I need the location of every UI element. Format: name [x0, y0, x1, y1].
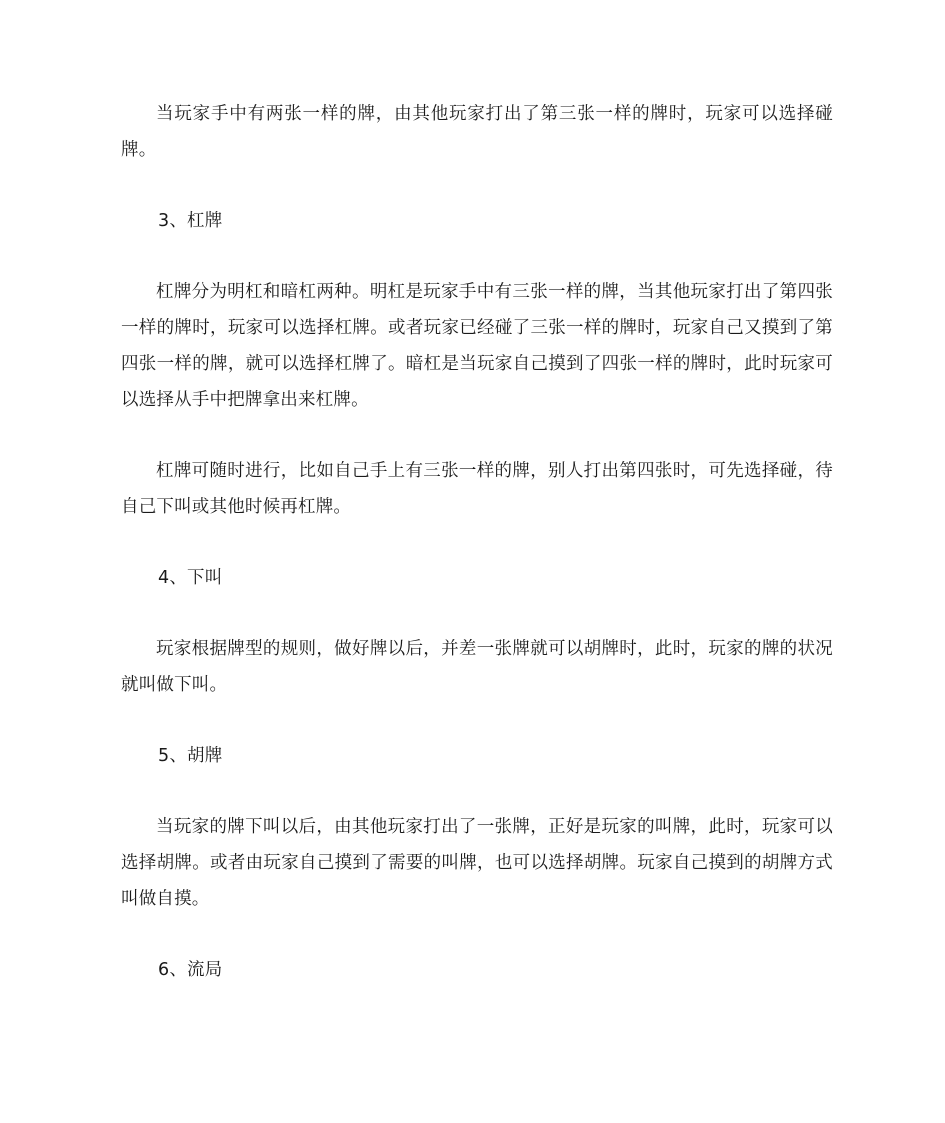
section-heading-xiajiao: 4、下叫 — [158, 568, 223, 588]
paragraph-gap — [121, 917, 833, 952]
paragraph-gap — [121, 703, 833, 738]
paragraph-gap — [121, 525, 833, 560]
paragraph-hupai: 当玩家的牌下叫以后，由其他玩家打出了一张牌，正好是玩家的叫牌，此时，玩家可以选择胡牌。或者由玩家自己摸到了需要的叫牌，也可以选择胡牌。玩家自己摸到的胡牌方式叫做自摸。 — [121, 817, 833, 909]
section-heading-liuju: 6、流局 — [158, 960, 223, 980]
section-heading-gang: 3、杠牌 — [158, 211, 223, 231]
paragraph-gap — [121, 774, 833, 809]
paragraph-gap — [121, 168, 833, 203]
paragraph-peng-rule: 当玩家手中有两张一样的牌，由其他玩家打出了第三张一样的牌时，玩家可以选择碰牌。 — [121, 104, 833, 160]
document-body — [121, 96, 833, 988]
paragraph-gap — [121, 596, 833, 631]
paragraph-gap — [121, 239, 833, 274]
paragraph-gang-timing: 杠牌可随时进行，比如自己手上有三张一样的牌，别人打出第四张时，可先选择碰，待自己下叫或其他时候再杠牌。 — [121, 461, 833, 517]
section-heading-hupai: 5、胡牌 — [158, 746, 223, 766]
paragraph-gang-types: 杠牌分为明杠和暗杠两种。明杠是玩家手中有三张一样的牌，当其他玩家打出了第四张一样的牌时，玩家可以选择杠牌。或者玩家已经碰了三张一样的牌时，玩家自己又摸到了第四张一样的牌，就可以选择杠牌了。暗杠是当玩家自己摸到了四张一样的牌时，此时玩家可以选择从手中把牌拿出来杠牌。 — [121, 282, 833, 410]
paragraph-xiajiao: 玩家根据牌型的规则，做好牌以后，并差一张牌就可以胡牌时，此时，玩家的牌的状况就叫做下叫。 — [121, 639, 833, 695]
paragraph-gap — [121, 418, 833, 453]
